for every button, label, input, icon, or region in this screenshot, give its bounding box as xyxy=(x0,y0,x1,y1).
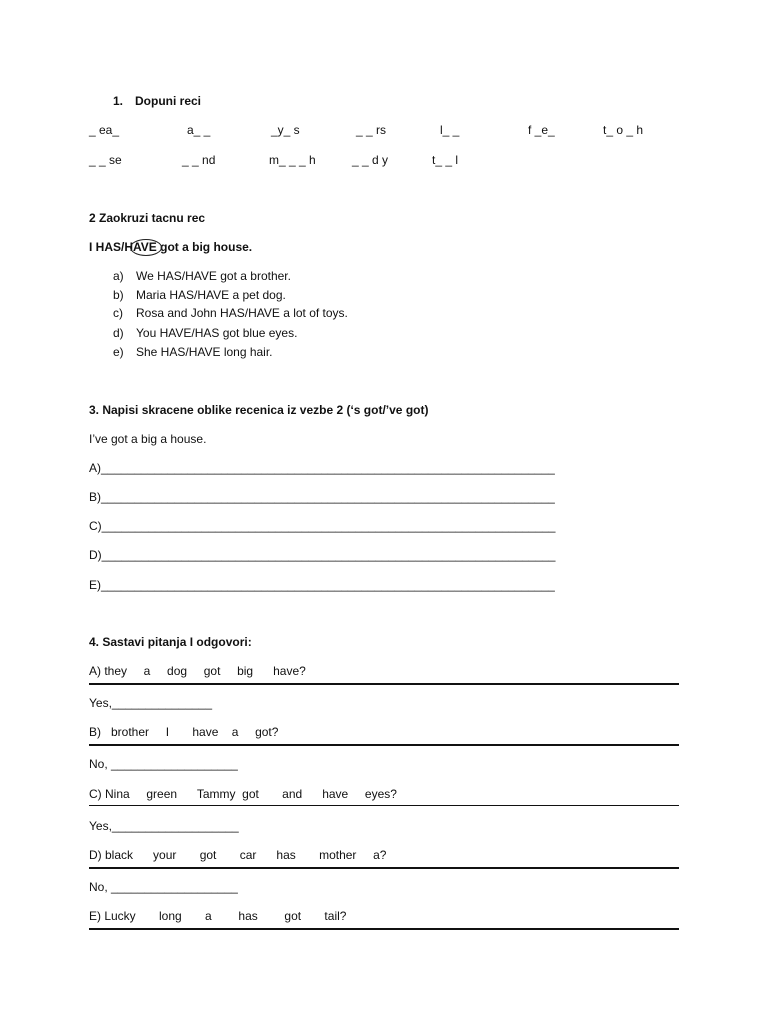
item-text: She HAS/HAVE long hair. xyxy=(136,345,273,359)
word-blank: f _e_ xyxy=(528,123,555,137)
section3-title: 3. Napisi skracene oblike recenica iz vezbe 2 (‘s got/’ve got) xyxy=(89,403,429,417)
word-blank: _ _ nd xyxy=(182,153,216,167)
section1-title: Dopuni reci xyxy=(135,94,202,108)
item-marker: a) xyxy=(113,269,124,283)
question-d: D) black your got car has mother a? xyxy=(89,848,387,862)
question-a: A) they a dog got big have? xyxy=(89,664,306,678)
word-blank: _ ea_ xyxy=(89,123,120,137)
section2-example xyxy=(89,240,252,254)
item-text: We HAS/HAVE got a brother. xyxy=(136,269,291,283)
example-left: I HAS/ xyxy=(89,240,125,254)
item-marker: d) xyxy=(113,326,124,340)
answer-b: No, ___________________ xyxy=(89,757,238,771)
word-blank: _ _ se xyxy=(89,153,122,167)
word-blank: t_ _ l xyxy=(432,153,459,167)
answer-c: Yes,___________________ xyxy=(89,819,239,833)
word-blank: t_ o _ h xyxy=(603,123,644,137)
example-right: got a big house. xyxy=(156,240,253,254)
word-blank: a_ _ xyxy=(187,123,211,137)
word-blank: _ _ rs xyxy=(356,123,387,137)
item-marker: c) xyxy=(113,306,123,320)
word-blank: l_ _ xyxy=(440,123,460,137)
word-blank: _ _ d y xyxy=(352,153,389,167)
item-text: You HAVE/HAS got blue eyes. xyxy=(136,326,298,340)
item-marker: b) xyxy=(113,288,124,302)
item-marker: e) xyxy=(113,345,124,359)
question-c: C) Nina green Tammy got and have eyes? xyxy=(89,787,397,801)
answer-a: Yes,_______________ xyxy=(89,696,213,710)
section2-title: 2 Zaokruzi tacnu rec xyxy=(89,211,206,225)
question-rule xyxy=(89,928,679,930)
word-blank: _y_ s xyxy=(271,123,300,137)
question-rule xyxy=(89,683,679,685)
question-rule xyxy=(89,867,679,869)
example-circled-word: HAVE xyxy=(124,240,157,254)
question-rule xyxy=(89,744,679,746)
section4-title: 4. Sastavi pitanja I odgovori: xyxy=(89,635,252,649)
question-rule xyxy=(89,805,679,806)
answer-line: A)____________________________________________________________________ xyxy=(89,461,555,475)
answer-line: B)____________________________________________________________________ xyxy=(89,490,555,504)
answer-line: D)____________________________________________________________________ xyxy=(89,548,556,562)
question-b: B) brother I have a got? xyxy=(89,725,279,739)
section3-example: I’ve got a big a house. xyxy=(89,432,207,446)
answer-d: No, ___________________ xyxy=(89,880,238,894)
word-blank: m_ _ _ h xyxy=(269,153,316,167)
answer-line: C)____________________________________________________________________ xyxy=(89,519,556,533)
question-e: E) Lucky long a has got tail? xyxy=(89,909,347,923)
answer-circle xyxy=(130,239,162,256)
item-text: Rosa and John HAS/HAVE a lot of toys. xyxy=(136,306,348,320)
item-text: Maria HAS/HAVE a pet dog. xyxy=(136,288,286,302)
answer-line: E)____________________________________________________________________ xyxy=(89,578,555,592)
section1-number: 1. xyxy=(113,94,124,108)
